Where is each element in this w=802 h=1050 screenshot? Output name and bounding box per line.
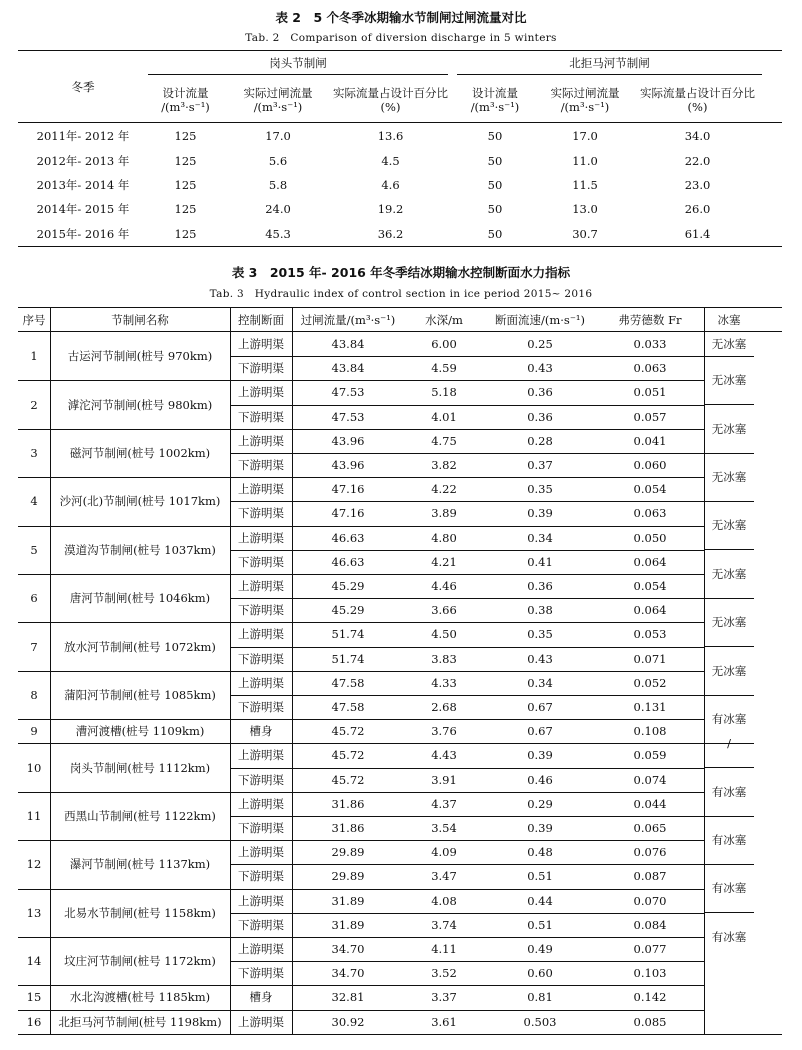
row-number: 13 bbox=[26, 905, 42, 920]
table-cell: 2.68 bbox=[431, 700, 457, 715]
ice-status: 有冰塞 bbox=[711, 833, 747, 848]
table-cell: 3.83 bbox=[431, 651, 457, 666]
row-number: 10 bbox=[26, 760, 42, 775]
table-cell: 43.84 bbox=[331, 361, 365, 376]
row-rule bbox=[230, 647, 704, 648]
control-section: 下游明渠 bbox=[238, 554, 284, 569]
table-cell: 0.38 bbox=[527, 603, 553, 618]
winter-label: 2015年- 2016 年 bbox=[36, 226, 130, 241]
table-cell: 32.81 bbox=[331, 990, 365, 1005]
table-cell: 0.44 bbox=[527, 893, 553, 908]
table-cell: 46.63 bbox=[331, 554, 365, 569]
table-cell: 36.2 bbox=[377, 226, 404, 241]
table-cell: 0.074 bbox=[633, 772, 667, 787]
ice-status: 有冰塞 bbox=[711, 712, 747, 727]
table2-header-gate2: 北拒马河节制闸 bbox=[569, 56, 650, 70]
control-section: 下游明渠 bbox=[238, 966, 284, 981]
table-cell: 0.43 bbox=[527, 651, 553, 666]
control-section: 上游明渠 bbox=[238, 942, 284, 957]
table3-header-section: 控制断面 bbox=[238, 312, 284, 327]
control-section: 下游明渠 bbox=[238, 700, 284, 715]
table-cell: 0.064 bbox=[633, 603, 667, 618]
table-cell: 0.36 bbox=[527, 579, 553, 594]
gate-name: 北易水节制闸(桩号 1158km) bbox=[64, 905, 216, 920]
table-cell: 0.25 bbox=[527, 337, 553, 352]
row-number: 8 bbox=[30, 687, 38, 702]
table-cell: 4.6 bbox=[381, 177, 400, 192]
table2-title-cn: 表 2 5 个冬季冰期输水节制闸过闸流量对比 bbox=[275, 10, 527, 25]
control-section: 下游明渠 bbox=[238, 821, 284, 836]
table-cell: 4.75 bbox=[431, 433, 457, 448]
table2-title-en: Tab. 2 Comparison of diversion discharge in 5 winters bbox=[245, 32, 557, 44]
table-cell: 47.16 bbox=[331, 482, 365, 497]
table-cell: 4.33 bbox=[431, 675, 457, 690]
row-rule bbox=[230, 768, 704, 769]
table2-header-winter: 冬季 bbox=[71, 80, 95, 94]
table3-header-ice: 冰塞 bbox=[717, 312, 741, 327]
table2-top-rule bbox=[18, 50, 782, 51]
table-cell: 125 bbox=[174, 177, 197, 192]
row-number: 9 bbox=[30, 724, 38, 739]
ice-status: 有冰塞 bbox=[711, 881, 747, 896]
column-line bbox=[292, 307, 293, 1034]
row-rule bbox=[230, 816, 704, 817]
row-number: 14 bbox=[26, 954, 42, 969]
table-cell: 4.46 bbox=[431, 579, 457, 594]
table-cell: 31.89 bbox=[331, 893, 365, 908]
table-cell: 46.63 bbox=[331, 530, 365, 545]
ice-status: 无冰塞 bbox=[711, 567, 747, 582]
table-cell: 3.74 bbox=[431, 917, 457, 932]
table-cell: 24.0 bbox=[265, 202, 291, 217]
table-cell: 4.08 bbox=[431, 893, 457, 908]
column-line bbox=[50, 307, 51, 1034]
gate-name: 蒲阳河节制闸(桩号 1085km) bbox=[64, 687, 216, 702]
header-text: 实际流量占设计百分比 bbox=[640, 86, 755, 100]
table-cell: 0.054 bbox=[633, 482, 667, 497]
table2-header-design-flow-1 bbox=[148, 82, 223, 118]
row-rule bbox=[230, 864, 704, 865]
table-cell: 29.89 bbox=[331, 845, 365, 860]
row-rule bbox=[230, 961, 704, 962]
row-rule bbox=[230, 550, 704, 551]
table-cell: 0.51 bbox=[527, 869, 553, 884]
row-number: 16 bbox=[26, 1014, 42, 1029]
table-cell: 61.4 bbox=[684, 226, 711, 241]
table-cell: 45.29 bbox=[331, 579, 365, 594]
gate-name: 西黑山节制闸(桩号 1122km) bbox=[64, 808, 216, 823]
table-cell: 0.131 bbox=[633, 700, 667, 715]
table-cell: 17.0 bbox=[265, 129, 291, 144]
table-cell: 17.0 bbox=[572, 129, 598, 144]
table-cell: 43.96 bbox=[331, 458, 365, 473]
row-number: 12 bbox=[26, 857, 42, 872]
table-cell: 0.29 bbox=[527, 796, 553, 811]
row-rule bbox=[230, 356, 704, 357]
table3-header-flow: 过闸流量/(m³·s⁻¹) bbox=[300, 312, 396, 327]
winter-label: 2012年- 2013 年 bbox=[36, 153, 130, 168]
table-cell: 11.5 bbox=[572, 177, 598, 192]
ice-status: 有冰塞 bbox=[711, 930, 747, 945]
control-section: 上游明渠 bbox=[238, 893, 284, 908]
row-number: 2 bbox=[30, 397, 38, 412]
table-cell: 0.51 bbox=[527, 917, 553, 932]
table-cell: 0.060 bbox=[633, 458, 667, 473]
table-cell: 43.84 bbox=[331, 337, 365, 352]
table-cell: 34.70 bbox=[331, 942, 365, 957]
table-cell: 0.103 bbox=[633, 966, 667, 981]
header-unit: (%) bbox=[380, 100, 401, 114]
table-cell: 45.29 bbox=[331, 603, 365, 618]
ice-status: / bbox=[727, 736, 731, 751]
table-cell: 4.59 bbox=[431, 361, 457, 376]
table-cell: 0.087 bbox=[633, 869, 667, 884]
table-cell: 29.89 bbox=[331, 869, 365, 884]
gate-name: 滹沱河节制闸(桩号 980km) bbox=[67, 397, 213, 412]
table-cell: 4.09 bbox=[431, 845, 457, 860]
gate-name: 水北沟渡槽(桩号 1185km) bbox=[69, 990, 211, 1005]
table-cell: 0.053 bbox=[633, 627, 667, 642]
control-section: 下游明渠 bbox=[238, 869, 284, 884]
table-cell: 50 bbox=[487, 129, 503, 144]
control-section: 上游明渠 bbox=[238, 748, 284, 763]
table-cell: 4.11 bbox=[431, 942, 457, 957]
gate-name: 坟庄河节制闸(桩号 1172km) bbox=[64, 954, 216, 969]
gate-name: 古运河节制闸(桩号 970km) bbox=[67, 349, 213, 364]
table-cell: 45.72 bbox=[331, 748, 365, 763]
gate-name: 瀑河节制闸(桩号 1137km) bbox=[69, 857, 211, 872]
table-cell: 5.18 bbox=[431, 385, 457, 400]
table-cell: 0.41 bbox=[527, 554, 553, 569]
ice-status: 无冰塞 bbox=[711, 373, 747, 388]
header-text: 实际过闸流量 bbox=[550, 86, 620, 100]
gate-name: 漕河渡槽(桩号 1109km) bbox=[75, 724, 205, 739]
table-cell: 34.70 bbox=[331, 966, 365, 981]
table2-header-percent-1 bbox=[328, 82, 453, 118]
header-unit: /(m³·s⁻¹) bbox=[560, 100, 610, 114]
table-cell: 0.67 bbox=[527, 700, 553, 715]
control-section: 下游明渠 bbox=[238, 409, 284, 424]
table-cell: 0.36 bbox=[527, 409, 553, 424]
table-cell: 3.37 bbox=[431, 990, 457, 1005]
ice-status: 有冰塞 bbox=[711, 785, 747, 800]
table-cell: 0.085 bbox=[633, 1014, 667, 1029]
table-cell: 50 bbox=[487, 226, 503, 241]
control-section: 下游明渠 bbox=[238, 651, 284, 666]
table-cell: 0.67 bbox=[527, 724, 553, 739]
control-section: 上游明渠 bbox=[238, 482, 284, 497]
row-number: 5 bbox=[30, 542, 38, 557]
table-cell: 31.89 bbox=[331, 917, 365, 932]
header-unit: /(m³·s⁻¹) bbox=[161, 100, 210, 114]
table-cell: 0.052 bbox=[633, 675, 667, 690]
header-text: 实际流量占设计百分比 bbox=[333, 86, 448, 100]
table-cell: 0.39 bbox=[527, 748, 553, 763]
control-section: 下游明渠 bbox=[238, 772, 284, 787]
table-cell: 45.72 bbox=[331, 772, 365, 787]
table-cell: 0.051 bbox=[633, 385, 667, 400]
table2-group-rule-1 bbox=[148, 74, 448, 75]
table-cell: 4.21 bbox=[431, 554, 457, 569]
winter-label: 2014年- 2015 年 bbox=[36, 202, 130, 217]
control-section: 槽身 bbox=[249, 990, 273, 1005]
table-cell: 3.66 bbox=[431, 603, 457, 618]
table-cell: 125 bbox=[174, 226, 197, 241]
table-cell: 5.8 bbox=[268, 177, 288, 192]
table-cell: 47.58 bbox=[331, 675, 365, 690]
table-cell: 0.34 bbox=[527, 530, 553, 545]
table3-header-name: 节制闸名称 bbox=[111, 312, 169, 327]
control-section: 下游明渠 bbox=[238, 458, 284, 473]
table3-header-velocity: 断面流速/(m·s⁻¹) bbox=[495, 312, 585, 327]
control-section: 上游明渠 bbox=[238, 1014, 284, 1029]
control-section: 上游明渠 bbox=[238, 530, 284, 545]
table-cell: 0.108 bbox=[633, 724, 667, 739]
row-rule bbox=[230, 453, 704, 454]
table-cell: 0.39 bbox=[527, 821, 553, 836]
table-cell: 19.2 bbox=[377, 202, 404, 217]
row-number: 1 bbox=[30, 349, 38, 364]
table2-header-gate1: 岗头节制闸 bbox=[269, 56, 327, 70]
table-cell: 31.86 bbox=[331, 821, 365, 836]
gate-name: 岗头节制闸(桩号 1112km) bbox=[69, 760, 211, 775]
table-cell: 3.52 bbox=[431, 966, 457, 981]
table-cell: 0.39 bbox=[527, 506, 553, 521]
table-cell: 0.35 bbox=[527, 627, 553, 642]
table-cell: 51.74 bbox=[331, 651, 365, 666]
row-rule bbox=[230, 695, 704, 696]
control-section: 上游明渠 bbox=[238, 845, 284, 860]
table-cell: 50 bbox=[487, 153, 503, 168]
table-cell: 30.92 bbox=[331, 1014, 365, 1029]
table-cell: 47.53 bbox=[331, 409, 365, 424]
table-cell: 0.077 bbox=[633, 942, 667, 957]
row-rule bbox=[230, 405, 704, 406]
table-cell: 50 bbox=[487, 177, 503, 192]
table-cell: 22.0 bbox=[684, 153, 711, 168]
header-unit: (%) bbox=[687, 100, 708, 114]
table-cell: 125 bbox=[174, 153, 197, 168]
table-cell: 0.36 bbox=[527, 385, 553, 400]
table-cell: 13.6 bbox=[377, 129, 404, 144]
table-cell: 4.22 bbox=[431, 482, 457, 497]
table-cell: 0.044 bbox=[633, 796, 667, 811]
table-cell: 45.3 bbox=[265, 226, 291, 241]
table-cell: 0.142 bbox=[633, 990, 667, 1005]
table-cell: 0.503 bbox=[523, 1014, 557, 1029]
table-cell: 125 bbox=[174, 129, 197, 144]
table-cell: 0.033 bbox=[633, 337, 667, 352]
table-cell: 3.54 bbox=[431, 821, 457, 836]
control-section: 槽身 bbox=[249, 724, 273, 739]
row-rule bbox=[230, 598, 704, 599]
table2-group-rule-2 bbox=[457, 74, 762, 75]
table-cell: 0.071 bbox=[633, 651, 667, 666]
table2-header-actual-flow-2 bbox=[535, 82, 635, 118]
control-section: 下游明渠 bbox=[238, 917, 284, 932]
table-cell: 0.49 bbox=[527, 942, 553, 957]
table-cell: 3.47 bbox=[431, 869, 457, 884]
gate-name: 漠道沟节制闸(桩号 1037km) bbox=[64, 542, 216, 557]
table-cell: 0.37 bbox=[527, 458, 553, 473]
table-cell: 0.076 bbox=[633, 845, 667, 860]
table-cell: 0.054 bbox=[633, 579, 667, 594]
gate-name: 沙河(北)节制闸(桩号 1017km) bbox=[59, 494, 221, 509]
header-unit: /(m³·s⁻¹) bbox=[253, 100, 303, 114]
control-section: 下游明渠 bbox=[238, 506, 284, 521]
row-number: 6 bbox=[30, 591, 38, 606]
table-cell: 0.35 bbox=[527, 482, 553, 497]
ice-status: 无冰塞 bbox=[711, 470, 747, 485]
table-cell: 0.46 bbox=[527, 772, 553, 787]
table-cell: 0.065 bbox=[633, 821, 667, 836]
table-cell: 3.89 bbox=[431, 506, 457, 521]
table-cell: 0.070 bbox=[633, 893, 667, 908]
row-number: 3 bbox=[30, 445, 38, 460]
table-cell: 3.91 bbox=[431, 772, 457, 787]
control-section: 上游明渠 bbox=[238, 627, 284, 642]
table-cell: 30.7 bbox=[572, 226, 598, 241]
table-cell: 0.063 bbox=[633, 506, 667, 521]
gate-name: 放水河节制闸(桩号 1072km) bbox=[64, 639, 216, 654]
table2-header-actual-flow-1 bbox=[228, 82, 328, 118]
table-cell: 0.34 bbox=[527, 675, 553, 690]
table2-bottom-rule bbox=[18, 246, 782, 247]
table2-header-rule bbox=[18, 122, 782, 123]
row-number: 11 bbox=[26, 808, 42, 823]
header-text: 设计流量 bbox=[472, 86, 518, 100]
row-number: 4 bbox=[30, 494, 38, 509]
control-section: 下游明渠 bbox=[238, 361, 284, 376]
table-cell: 4.50 bbox=[431, 627, 457, 642]
table-cell: 45.72 bbox=[331, 724, 365, 739]
table-cell: 0.81 bbox=[527, 990, 553, 1005]
table-cell: 3.76 bbox=[431, 724, 457, 739]
table-cell: 0.057 bbox=[633, 409, 667, 424]
table-cell: 13.0 bbox=[572, 202, 598, 217]
control-section: 上游明渠 bbox=[238, 433, 284, 448]
table-cell: 23.0 bbox=[684, 177, 711, 192]
control-section: 上游明渠 bbox=[238, 337, 284, 352]
ice-status: 无冰塞 bbox=[711, 615, 747, 630]
table-cell: 125 bbox=[174, 202, 197, 217]
table-cell: 4.80 bbox=[431, 530, 457, 545]
table-cell: 51.74 bbox=[331, 627, 365, 642]
table-cell: 5.6 bbox=[268, 153, 288, 168]
row-number: 15 bbox=[26, 990, 42, 1005]
table-cell: 0.041 bbox=[633, 433, 667, 448]
ice-status: 无冰塞 bbox=[711, 337, 747, 352]
control-section: 上游明渠 bbox=[238, 579, 284, 594]
header-text: 设计流量 bbox=[162, 86, 209, 100]
table-cell: 31.86 bbox=[331, 796, 365, 811]
table-cell: 26.0 bbox=[684, 202, 711, 217]
column-line bbox=[230, 307, 231, 1034]
row-number: 7 bbox=[30, 639, 38, 654]
ice-status: 无冰塞 bbox=[711, 422, 747, 437]
table-cell: 50 bbox=[487, 202, 503, 217]
table3-header-froude: 弗劳德数 Fr bbox=[618, 312, 682, 327]
table-cell: 43.96 bbox=[331, 433, 365, 448]
table-cell: 47.58 bbox=[331, 700, 365, 715]
table-cell: 0.60 bbox=[527, 966, 553, 981]
table-cell: 47.16 bbox=[331, 506, 365, 521]
gate-name: 唐河节制闸(桩号 1046km) bbox=[69, 591, 211, 606]
table-cell: 0.050 bbox=[633, 530, 667, 545]
table-cell: 34.0 bbox=[684, 129, 711, 144]
table-cell: 4.43 bbox=[431, 748, 457, 763]
table-cell: 0.084 bbox=[633, 917, 667, 932]
table3-bottom-rule bbox=[18, 1034, 782, 1035]
table-cell: 4.01 bbox=[431, 409, 457, 424]
table-cell: 4.37 bbox=[431, 796, 457, 811]
ice-status: 无冰塞 bbox=[711, 518, 747, 533]
table-cell: 3.61 bbox=[431, 1014, 457, 1029]
header-text: 实际过闸流量 bbox=[243, 86, 313, 100]
table2-header-percent-2 bbox=[635, 82, 760, 118]
table-cell: 0.059 bbox=[633, 748, 667, 763]
table-cell: 47.53 bbox=[331, 385, 365, 400]
gate-name: 磁河节制闸(桩号 1002km) bbox=[69, 445, 211, 460]
table-cell: 4.5 bbox=[381, 153, 400, 168]
table3-title-en: Tab. 3 Hydraulic index of control section in ice period 2015~ 2016 bbox=[209, 288, 593, 300]
winter-label: 2011年- 2012 年 bbox=[36, 129, 130, 144]
table-cell: 0.064 bbox=[633, 554, 667, 569]
gate-name: 北拒马河节制闸(桩号 1198km) bbox=[58, 1014, 222, 1029]
table3-header-no: 序号 bbox=[22, 312, 46, 327]
table3-title-cn: 表 3 2015 年- 2016 年冬季结冰期输水控制断面水力指标 bbox=[231, 265, 571, 280]
control-section: 上游明渠 bbox=[238, 796, 284, 811]
table-cell: 0.48 bbox=[527, 845, 553, 860]
control-section: 上游明渠 bbox=[238, 675, 284, 690]
row-rule bbox=[230, 501, 704, 502]
row-rule bbox=[230, 913, 704, 914]
table-cell: 11.0 bbox=[572, 153, 598, 168]
table3-header-depth: 水深/m bbox=[425, 312, 463, 327]
table-cell: 6.00 bbox=[431, 337, 457, 352]
table-cell: 0.43 bbox=[527, 361, 553, 376]
table-cell: 0.28 bbox=[527, 433, 553, 448]
table2-header-design-flow-2 bbox=[455, 82, 535, 118]
table-cell: 0.063 bbox=[633, 361, 667, 376]
control-section: 上游明渠 bbox=[238, 385, 284, 400]
control-section: 下游明渠 bbox=[238, 603, 284, 618]
winter-label: 2013年- 2014 年 bbox=[36, 177, 130, 192]
table-cell: 3.82 bbox=[431, 458, 457, 473]
ice-status: 无冰塞 bbox=[711, 664, 747, 679]
header-unit: /(m³·s⁻¹) bbox=[470, 100, 520, 114]
